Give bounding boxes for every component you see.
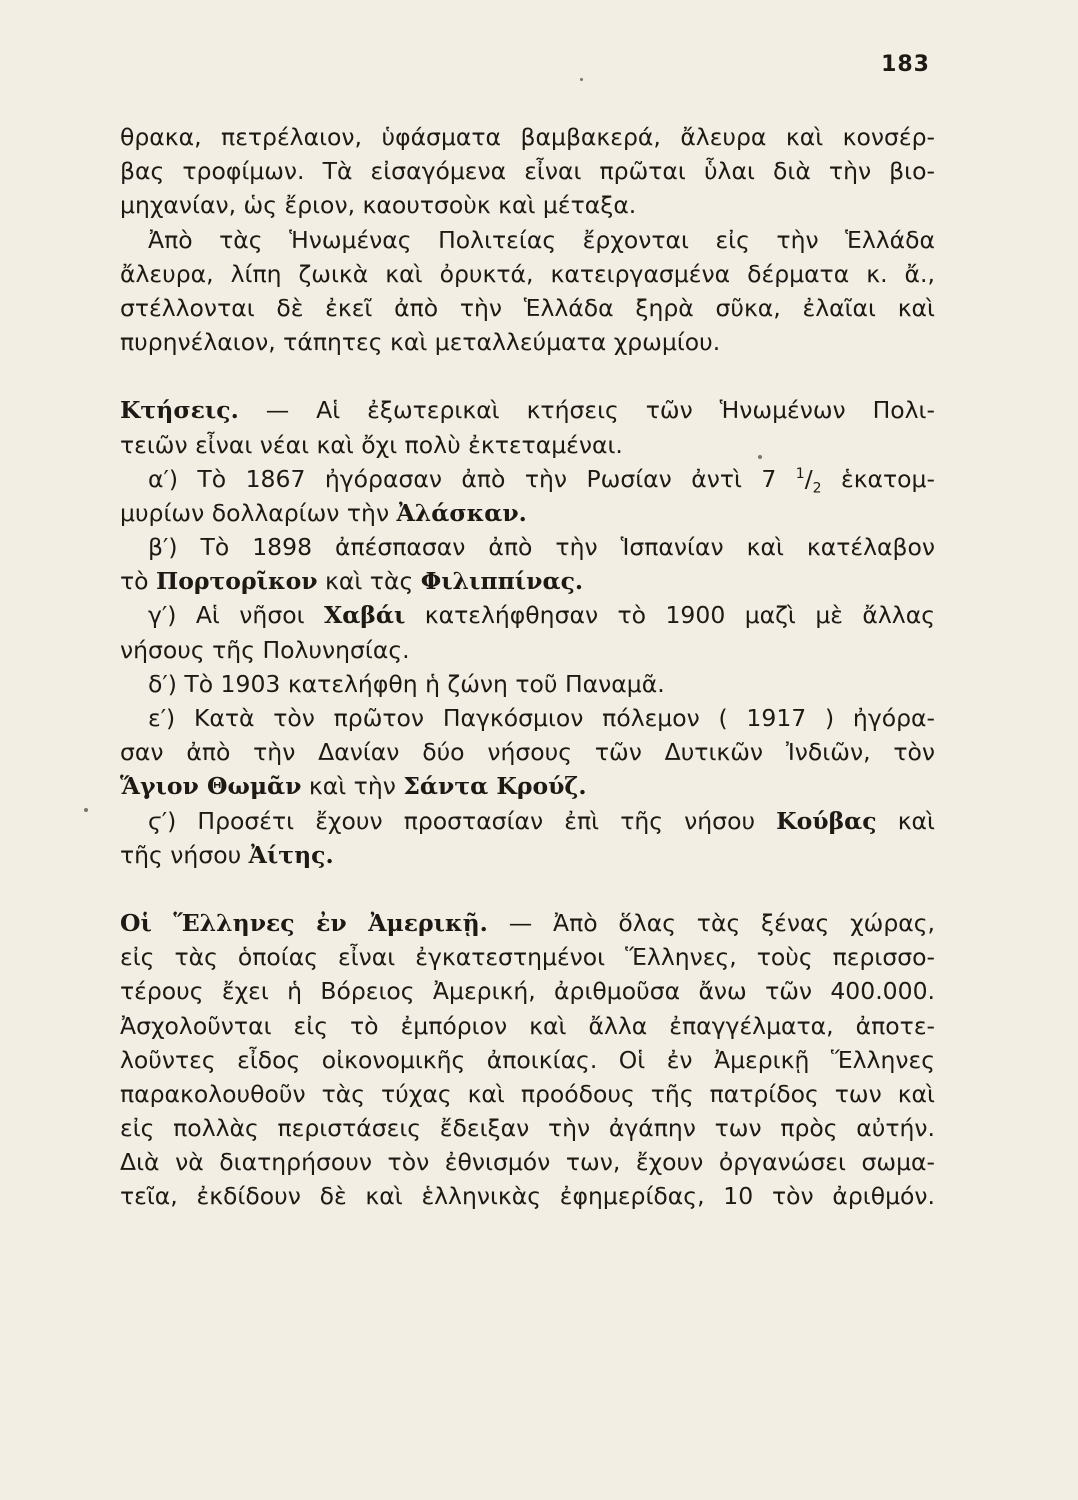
place-name: Πορτορῖκον — [156, 567, 318, 596]
text-run: καὶ — [876, 806, 935, 835]
fraction-denominator: 2 — [812, 480, 822, 497]
fraction-numerator: 1 — [795, 465, 805, 482]
text-line: Ἀσχολοῦνται εἰς τὸ ἐμπόριον καὶ ἄλλα ἐπαγγέλματα, ἀποτε- — [120, 1011, 935, 1040]
text-run: γ′) Αἱ νῆσοι — [148, 601, 324, 630]
item-s-line-1 — [120, 804, 935, 838]
text-line: πυρηνέλαιον, τάπητες καὶ μεταλλεύματα χρωμίου. — [120, 328, 721, 357]
text-line: τεῖα, ἐκδίδουν δὲ καὶ ἑλληνικὰς ἐφημερίδας, 10 τὸν ἀριθμόν. — [120, 1182, 935, 1211]
ktiseis-line-1 — [120, 393, 935, 427]
text-line: λοῦντες εἶδος οἰκονομικῆς ἀποικίας. Οἱ ἐν Ἀμερικῇ Ἕλληνες — [120, 1045, 935, 1074]
text-run: — Ἀπὸ ὅλας τὰς ξένας χώρας, — [487, 908, 935, 937]
text-run: ἑκατομ- — [821, 464, 935, 493]
text-line: τειῶν εἶναι νέαι καὶ ὄχι πολὺ ἐκτεταμέναι. — [120, 430, 623, 459]
text-run: κατελήφθησαν τὸ 1900 μαζὶ μὲ ἄλλας — [405, 601, 935, 630]
text-line: ε′) Κατὰ τὸν πρῶτον Παγκόσμιον πόλεμον ( 1917 ) ἠγόρα- — [148, 704, 935, 732]
text-run: μυρίων δολλαρίων τὴν — [120, 498, 397, 527]
body-text — [120, 120, 935, 1214]
text-run: α′) Τὸ 1867 ἠγόρασαν ἀπὸ τὴν Ρωσίαν ἀντὶ 7 — [148, 464, 796, 493]
place-name: Ἅγιον Θωμᾶν — [120, 772, 302, 801]
text-line: θρακα, πετρέλαιον, ὑφάσματα βαμβακερά, ἄλευρα καὶ κονσέρ- — [120, 123, 935, 151]
place-name: Κούβας — [776, 806, 877, 835]
section-heading-ktiseis: Κτήσεις. — [120, 396, 239, 425]
text-line: Ἀπὸ τὰς Ἡνωμένας Πολιτείας ἔρχονται εἰς τὴν Ἑλλάδα — [148, 225, 935, 254]
paragraph-gap — [120, 872, 935, 906]
item-b-line-2 — [120, 564, 935, 598]
place-name: Χαβάι — [323, 601, 406, 630]
text-run: καὶ τὰς — [317, 567, 421, 596]
text-line: μηχανίαν, ὡς ἔριον, καουτσοὺκ καὶ μέταξα. — [120, 191, 637, 220]
paper-speck — [758, 455, 762, 459]
paragraph-gap — [120, 359, 935, 393]
text-line: δ′) Τὸ 1903 κατελήφθη ἡ ζώνη τοῦ Παναμᾶ. — [148, 669, 665, 698]
item-s-line-2 — [120, 838, 935, 872]
text-line: νήσους τῆς Πολυνησίας. — [120, 635, 410, 664]
item-e-line-3 — [120, 769, 935, 803]
text-line: τέρους ἔχει ἡ Βόρειος Ἀμερική, ἀριθμοῦσα ἄνω τῶν 400.000. — [120, 977, 935, 1006]
text-run: ϛ′) Προσέτι ἔχουν προστασίαν ἐπὶ τῆς νήσου — [148, 806, 777, 835]
text-line: παρακολουθοῦν τὰς τύχας καὶ προόδους τῆς πατρίδος των καὶ — [120, 1079, 935, 1108]
text-line: εἰς τὰς ὁποίας εἶναι ἐγκατεστημένοι Ἕλληνες, τοὺς περισσο- — [120, 943, 935, 972]
text-line: σαν ἀπὸ τὴν Δανίαν δύο νήσους τῶν Δυτικῶν Ἰνδιῶν, τὸν — [120, 738, 935, 767]
paper-speck — [84, 808, 88, 812]
item-a-line-2 — [120, 496, 935, 530]
place-name: Ἀλάσκαν. — [396, 498, 527, 527]
section-heading-ellines: Οἱ Ἕλληνες ἐν Ἀμερικῇ. — [120, 908, 488, 937]
text-run: — Αἱ ἐξωτερικαὶ κτήσεις τῶν Ἡνωμένων Πολι- — [238, 396, 935, 425]
text-run: τῆς νήσου — [120, 840, 249, 869]
place-name: Σάντα Κρούζ. — [403, 772, 587, 801]
item-a-line-1: α′) Τὸ 1867 ἠγόρασαν ἀπὸ τὴν Ρωσίαν ἀντὶ 7 $^1/_2$ ἑκατομ- — [148, 464, 935, 497]
item-g-line-1 — [120, 598, 935, 632]
text-line: στέλλονται δὲ ἐκεῖ ἀπὸ τὴν Ἑλλάδα ξηρὰ σῦκα, ἐλαῖαι καὶ — [120, 293, 935, 322]
text-line: β′) Τὸ 1898 ἀπέσπασαν ἀπὸ τὴν Ἱσπανίαν καὶ κατέλαβον — [148, 533, 935, 562]
paper-speck — [580, 78, 583, 81]
text-line: βας τροφίμων. Τὰ εἰσαγόμενα εἶναι πρῶται ὗλαι διὰ τὴν βιο- — [120, 157, 935, 186]
text-run: τὸ — [120, 567, 156, 596]
place-name: Φιλιππίνας. — [420, 567, 584, 596]
text-line: Διὰ νὰ διατηρήσουν τὸν ἐθνισμόν των, ἔχουν ὀργανώσει σωμα- — [120, 1148, 935, 1177]
place-name: Ἀίτης. — [248, 840, 334, 869]
text-line: ἄλευρα, λίπη ζωικὰ καὶ ὀρυκτά, κατειργασμένα δέρματα κ. ἄ., — [120, 259, 935, 288]
text-line: εἰς πολλὰς περιστάσεις ἔδειξαν τὴν ἀγάπην των πρὸς αὐτήν. — [120, 1114, 935, 1143]
page-number: 183 — [881, 52, 930, 77]
text-run: καὶ τὴν — [301, 772, 404, 801]
ellines-line-1 — [120, 906, 935, 940]
